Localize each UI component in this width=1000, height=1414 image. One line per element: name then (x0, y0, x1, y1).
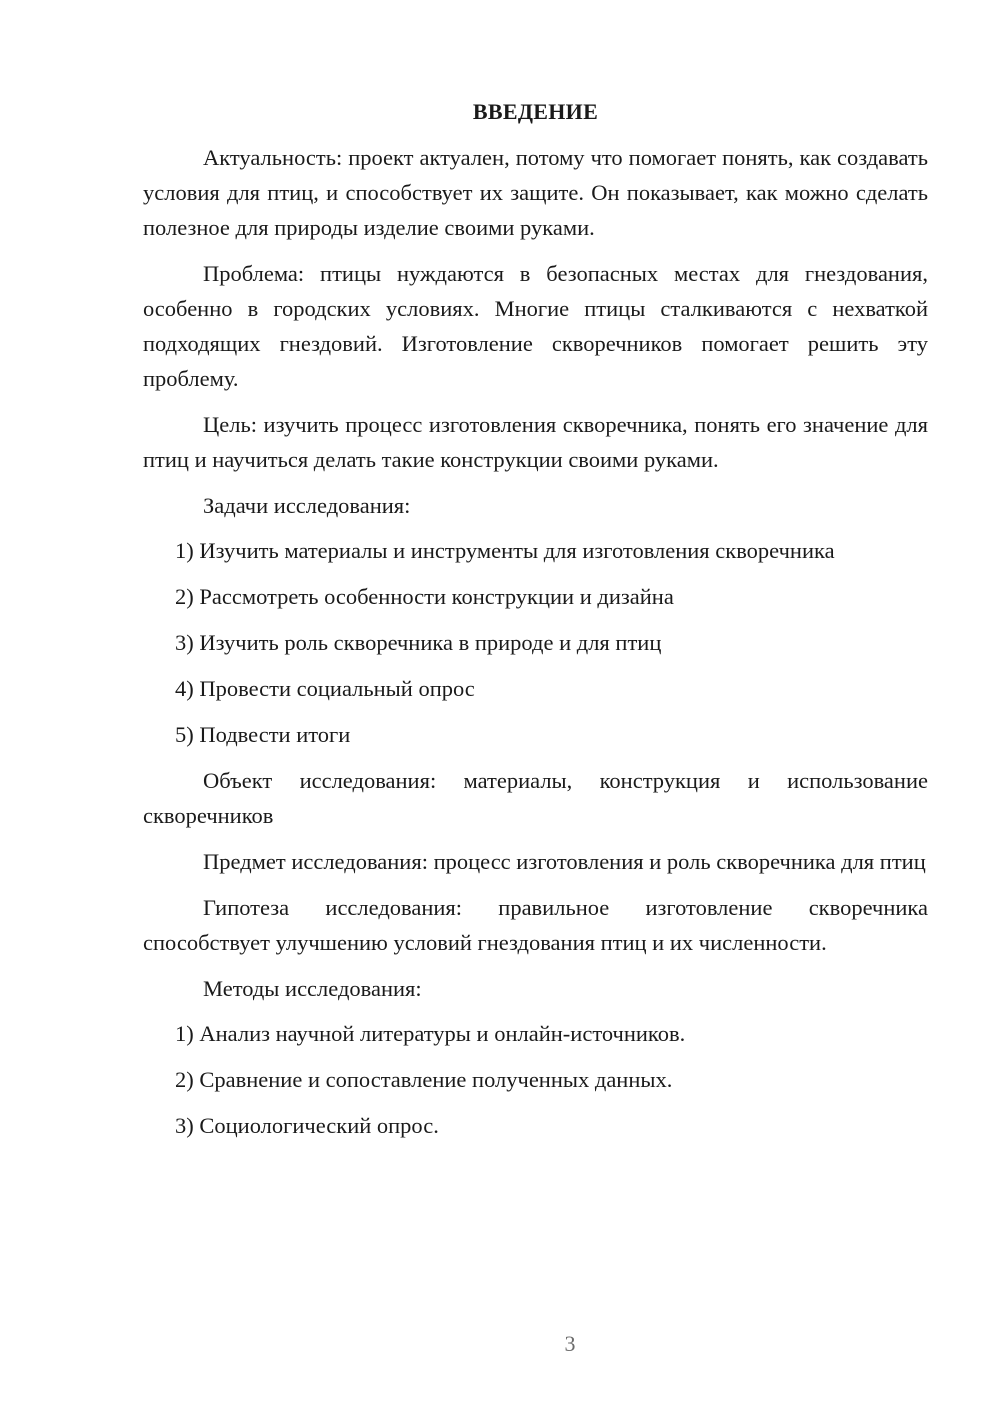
page-number: 3 (564, 1331, 576, 1356)
list-item: 5) Подвести итоги (175, 722, 351, 747)
list-item: 3) Социологический опрос. (175, 1113, 439, 1138)
list-item: 2) Сравнение и сопоставление полученных данных. (175, 1067, 673, 1092)
list-item: 1) Анализ научной литературы и онлайн-источников. (175, 1021, 686, 1046)
section-title: ВВЕДЕНИЕ (472, 99, 599, 124)
list-item: 4) Провести социальный опрос (175, 676, 475, 701)
problem-paragraph: Проблема: птицы нуждаются в безопасных местах для гнездования, особенно в городских условиях. Многие птицы сталкиваются с нехваткой подходящих гнездовий. Изготовление скворечников помогает решить эту проблему. (143, 261, 928, 391)
relevance-paragraph: Актуальность: проект актуален, потому что помогает понять, как создавать условия для птиц, и способствует их защите. Он показывает, как можно сделать полезное для природы изделие своими руками. (143, 145, 928, 240)
hypothesis-paragraph: Гипотеза исследования: правильное изготовление скворечника способствует улучшению условий гнездования птиц и их численности. (143, 895, 928, 955)
list-item: 3) Изучить роль скворечника в природе и для птиц (175, 630, 662, 655)
subject-paragraph: Предмет исследования: процесс изготовления и роль скворечника для птиц (203, 849, 926, 874)
tasks-list (143, 533, 928, 753)
page-content (143, 94, 928, 1154)
methods-label: Методы исследования: (203, 976, 422, 1001)
object-paragraph: Объект исследования: материалы, конструкция и использование скворечников (143, 768, 928, 828)
methods-list (143, 1016, 928, 1144)
list-item: 2) Рассмотреть особенности конструкции и дизайна (175, 584, 674, 609)
goal-paragraph: Цель: изучить процесс изготовления скворечника, понять его значение для птиц и научиться делать такие конструкции своими руками. (143, 412, 928, 472)
tasks-label: Задачи исследования: (203, 493, 411, 518)
list-item: 1) Изучить материалы и инструменты для изготовления скворечника (175, 538, 835, 563)
